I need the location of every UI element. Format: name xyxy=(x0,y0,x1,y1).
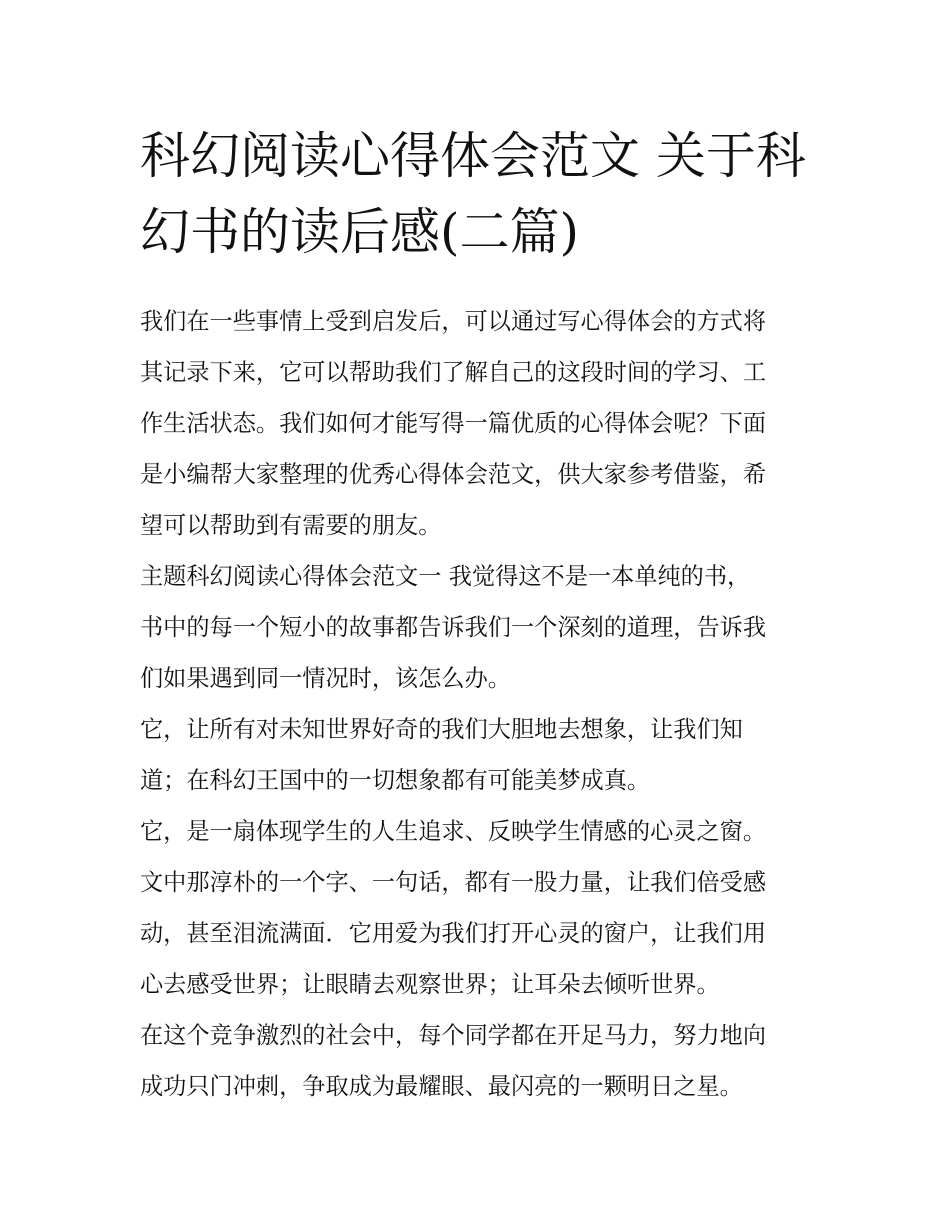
text-line: 在这个竞争激烈的社会中，每个同学都在开足马力，努力地向 xyxy=(140,1022,767,1049)
text-line: 它，让所有对未知世界好奇的我们大胆地去想象，让我们知 xyxy=(140,716,743,743)
text-line: 书中的每一个短小的故事都告诉我们一个深刻的道理，告诉我 xyxy=(140,614,767,641)
text-line: 心去感受世界；让眼睛去观察世界；让耳朵去倾听世界。 xyxy=(140,971,720,998)
title-line: 科幻阅读心得体会范文 关于科 xyxy=(140,127,806,185)
text-line: 其记录下来，它可以帮助我们了解自己的这段时间的学习、工 xyxy=(140,359,767,386)
text-line: 作生活状态。我们如何才能写得一篇优质的心得体会呢？下面 xyxy=(140,410,767,437)
text-line: 成功只门冲刺，争取成为最耀眼、最闪亮的一颗明日之星。 xyxy=(140,1073,743,1100)
text-line: 文中那淳朴的一个字、一句话，都有一股力量，让我们倍受感 xyxy=(140,869,767,896)
document-title xyxy=(140,118,812,270)
essay-paragraph xyxy=(140,1010,812,1112)
text-line: 主题科幻阅读心得体会范文一 我觉得这不是一本单纯的书， xyxy=(140,563,751,590)
text-line: 道；在科幻王国中的一切想象都有可能美梦成真。 xyxy=(140,767,651,794)
text-line: 动，甚至泪流满面．它用爱为我们打开心灵的窗户，让我们用 xyxy=(140,920,767,947)
document-content xyxy=(140,118,812,1112)
essay-paragraph xyxy=(140,551,812,704)
text-line: 我们在一些事情上受到启发后，可以通过写心得体会的方式将 xyxy=(140,308,767,335)
intro-paragraph xyxy=(140,296,812,551)
text-line: 们如果遇到同一情况时，该怎么办。 xyxy=(140,665,511,692)
text-line: 是小编帮大家整理的优秀心得体会范文，供大家参考借鉴，希 xyxy=(140,461,767,488)
text-line: 望可以帮助到有需要的朋友。 xyxy=(140,512,442,539)
text-line: 它，是一扇体现学生的人生追求、反映学生情感的心灵之窗。 xyxy=(140,818,767,845)
essay-paragraph xyxy=(140,806,812,1010)
title-line: 幻书的读后感(二篇) xyxy=(140,203,580,261)
essay-paragraph xyxy=(140,704,812,806)
